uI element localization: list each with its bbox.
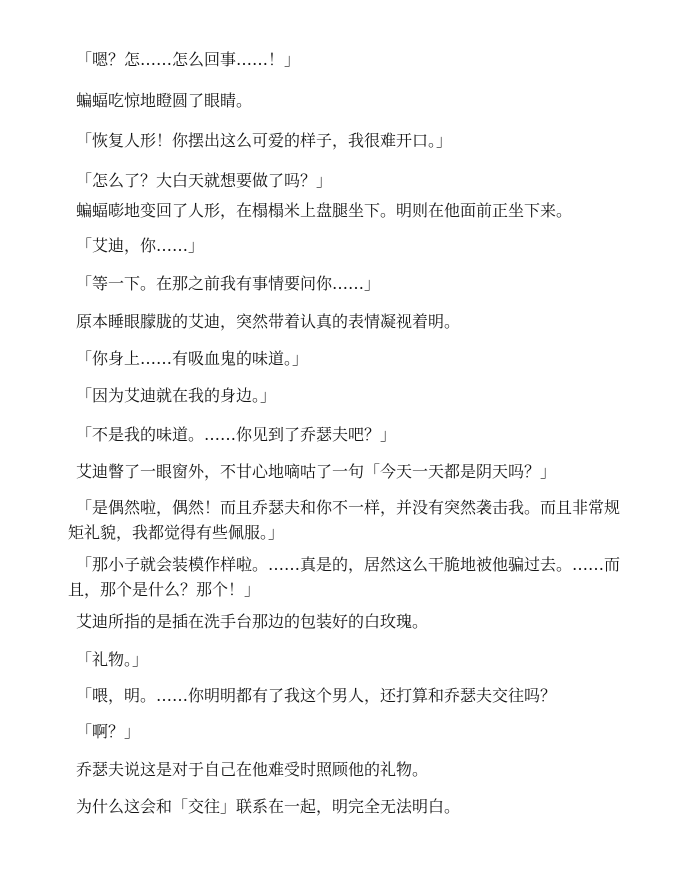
- paragraph-14: [68, 552, 636, 602]
- paragraph-3: 「恢复人形！你摆出这么可爱的样子，我很难开口。」: [76, 131, 453, 150]
- paragraph-16: 「礼物。」: [76, 650, 149, 669]
- paragraph-12: 艾迪瞥了一眼窗外，不甘心地嘀咕了一句「今天一天都是阴天吗？」: [76, 462, 557, 481]
- paragraph-6: 「艾迪，你……」: [76, 236, 205, 255]
- paragraph-9: 「你身上……有吸血鬼的味道。」: [76, 349, 309, 368]
- paragraph-13-line-1: 「是偶然啦，偶然！而且乔瑟夫和你不一样，并没有突然袭击我。而且非常规: [76, 498, 621, 517]
- paragraph-1: 「嗯？怎……怎么回事……！」: [76, 50, 301, 69]
- paragraph-14-line-2: 且，那个是什么？那个！」: [68, 580, 261, 599]
- paragraph-17: 「喂，明。……你明明都有了我这个男人，还打算和乔瑟夫交往吗？: [76, 686, 557, 705]
- paragraph-4: 「怎么了？大白天就想要做了吗？」: [76, 171, 333, 190]
- paragraph-2: 蝙蝠吃惊地瞪圆了眼睛。: [76, 91, 253, 110]
- paragraph-13-line-2: 矩礼貌，我都觉得有些佩服。」: [68, 523, 285, 542]
- paragraph-19: 乔瑟夫说这是对于自己在他难受时照顾他的礼物。: [76, 760, 429, 779]
- paragraph-8: 原本睡眼朦胧的艾迪，突然带着认真的表情凝视着明。: [76, 312, 461, 331]
- paragraph-14-line-1: 「那小子就会装模作样啦。……真是的，居然这么干脆地被他骗过去。……而: [76, 555, 621, 574]
- paragraph-18: 「啊？」: [76, 722, 141, 741]
- paragraph-20: 为什么这会和「交往」联系在一起，明完全无法明白。: [76, 797, 461, 816]
- paragraph-10: 「因为艾迪就在我的身边。」: [76, 386, 277, 405]
- paragraph-5: 蝙蝠嘭地变回了人形，在榻榻米上盘腿坐下。明则在他面前正坐下来。: [76, 201, 573, 220]
- paragraph-11: 「不是我的味道。……你见到了乔瑟夫吧？」: [76, 425, 397, 444]
- paragraph-7: 「等一下。在那之前我有事情要问你……」: [76, 274, 381, 293]
- paragraph-15: 艾迪所指的是插在洗手台那边的包装好的白玫瑰。: [76, 612, 429, 631]
- paragraph-13: [68, 495, 636, 545]
